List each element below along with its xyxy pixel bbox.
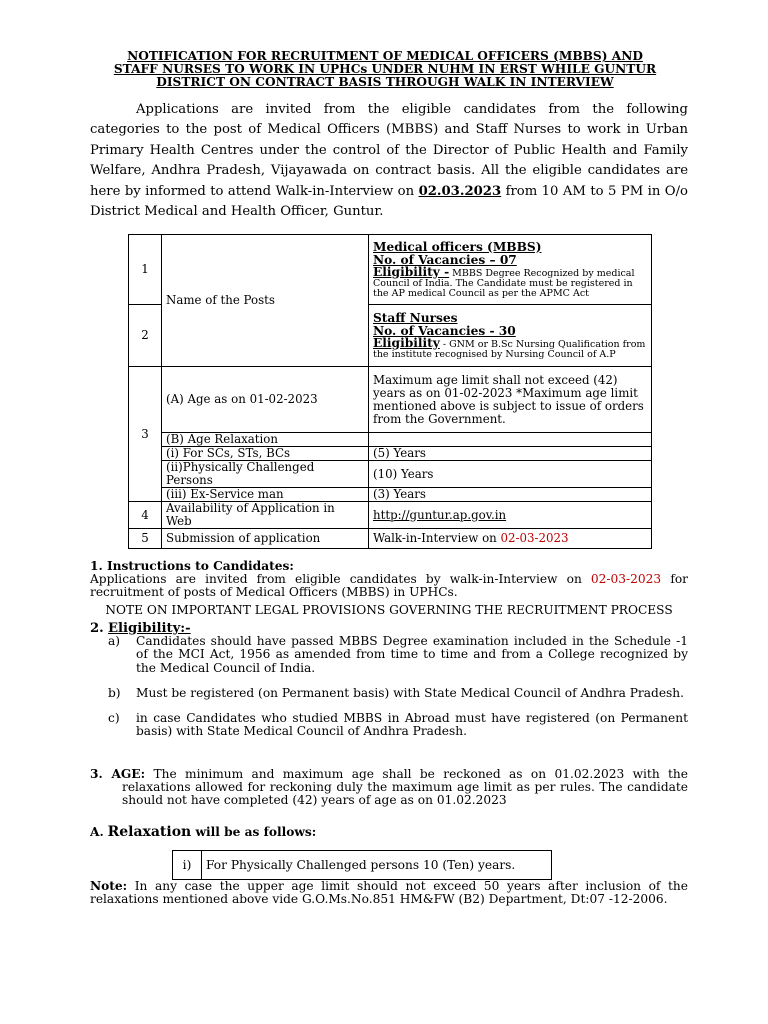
list-item-label: b)	[108, 685, 121, 700]
staff-nurse-heading: Staff Nurses	[373, 310, 458, 325]
relaxation-prefix: A.	[90, 825, 104, 839]
eligibility-label: Eligibility	[373, 335, 440, 350]
instructions-text-after: for recruitment of posts of Medical Officers (MBBS) in UPHCs.	[90, 572, 688, 600]
table-row	[129, 502, 652, 529]
interview-date: 02.03.2023	[418, 183, 502, 199]
age-label: (A) Age as on 01-02-2023	[162, 367, 369, 433]
submission-prefix: Walk-in-Interview on	[373, 531, 501, 545]
row-number: 4	[129, 502, 162, 529]
table-row	[129, 447, 652, 461]
list-item	[90, 635, 688, 675]
staff-nurse-eligibility: - GNM or B.Sc Nursing Qualification from the institute recognised by Nursing Council of A.P	[373, 338, 646, 360]
list-item-label: c)	[108, 711, 120, 726]
posts-label: Name of the Posts	[162, 235, 369, 367]
table-row	[129, 461, 652, 488]
table-row	[129, 529, 652, 549]
intro-text-before: Applications are invited from the eligible candidates from the following categories to the post of Medical Officers (MBBS) and Staff Nurses to work in Urban Primary Health Centres under the control of the Director of Public Health and Family Welfare, Andhra Pradesh, Vijayawada on contract basis. All the eligible candidates are here by informed to attend Walk-in-Interview on	[90, 102, 688, 199]
posts-table	[128, 234, 652, 549]
relaxation-word: Relaxation	[107, 824, 192, 840]
list-item	[90, 687, 688, 700]
medical-officer-heading: Medical officers (MBBS)	[373, 239, 542, 254]
list-item-text: Must be registered (on Permanent basis) with State Medical Council of Andhra Pradesh.	[136, 685, 685, 700]
submission-date: 02-03-2023	[500, 531, 569, 545]
staff-nurse-cell	[369, 305, 652, 367]
relaxation-ex-value: (3) Years	[369, 488, 652, 502]
note-text: In any case the upper age limit should not exceed 50 years after inclusion of the relaxations mentioned above vide G.O.Ms.No.851 HM&FW (B2) Department, Dt:07 -12-2006.	[90, 879, 688, 907]
instructions-text-before: Applications are invited from eligible candidates by walk-in-Interview on	[90, 572, 591, 587]
staff-nurse-vacancies: No. of Vacancies - 30	[373, 323, 516, 338]
relaxation-row-text: For Physically Challenged persons 10 (Ten) years.	[202, 851, 552, 880]
title-line-2: STAFF NURSES TO WORK IN UPHCs UNDER NUHM IN ERST WHILE GUNTUR	[113, 62, 657, 76]
row-number: 1	[129, 235, 162, 305]
eligibility-heading: Eligibility:-	[107, 621, 191, 636]
eligibility-number: 2.	[90, 621, 104, 636]
title-line-3: DISTRICT ON CONTRACT BASIS THROUGH WALK IN INTERVIEW	[156, 75, 614, 89]
row-number: 2	[129, 305, 162, 367]
application-web-link[interactable]: http://guntur.ap.gov.in	[369, 502, 652, 529]
medical-officer-vacancies: No. of Vacancies – 07	[373, 252, 517, 267]
relaxation-ph-label: (ii)Physically Challenged Persons	[162, 461, 369, 488]
submission-value	[369, 529, 652, 549]
note-section	[90, 880, 688, 906]
table-row	[129, 235, 652, 305]
age-relaxation-value	[369, 433, 652, 447]
table-row	[129, 367, 652, 433]
instructions-date: 02-03-2023	[590, 572, 662, 587]
medical-officer-cell	[369, 235, 652, 305]
row-number: 3	[129, 367, 162, 502]
table-row	[129, 488, 652, 502]
legal-note: NOTE ON IMPORTANT LEGAL PROVISIONS GOVERNING THE RECRUITMENT PROCESS	[105, 602, 673, 617]
age-section	[90, 768, 688, 808]
instructions-section	[90, 560, 688, 617]
eligibility-label: Eligibility -	[373, 264, 450, 279]
intro-text-after: from 10 AM to 5 PM in O/o District Medical and Health Officer, Guntur.	[90, 183, 688, 220]
list-item-label: a)	[108, 634, 121, 649]
medical-officer-eligibility: MBBS Degree Recognized by medical Council of India. The Candidate must be registered in the AP medical Council as per the APMC Act	[373, 267, 635, 299]
intro-paragraph	[90, 100, 688, 222]
instructions-heading: 1. Instructions to Candidates:	[90, 559, 294, 573]
list-item-text: in case Candidates who studied MBBS in Abroad must have registered (on Permanent basis) with State Medical Council of Andhra Pradesh.	[136, 711, 688, 739]
table-row	[173, 851, 552, 880]
application-web-label: Availability of Application in Web	[162, 502, 369, 529]
submission-label: Submission of application	[162, 529, 369, 549]
list-item	[90, 712, 688, 738]
relaxation-table	[172, 850, 552, 880]
relaxation-heading	[90, 824, 316, 840]
age-label: 3. AGE:	[90, 767, 146, 781]
notice-title	[90, 50, 680, 89]
relaxation-suffix: will be as follows:	[191, 825, 317, 839]
age-relaxation-label: (B) Age Relaxation	[162, 433, 369, 447]
age-text: The minimum and maximum age shall be reckoned as on 01.02.2023 with the relaxations allowed for reckoning duly the maximum age limit as per rules. The candidate should not have completed (42) years of age as on 01.02.2023	[122, 767, 688, 808]
row-number: 5	[129, 529, 162, 549]
age-value: Maximum age limit shall not exceed (42) years as on 01-02-2023 *Maximum age limit mentioned above is subject to issue of orders from the Government.	[369, 367, 652, 433]
title-line-1: NOTIFICATION FOR RECRUITMENT OF MEDICAL OFFICERS (MBBS) AND	[127, 49, 643, 63]
relaxation-row-label: i)	[173, 851, 202, 880]
relaxation-sc-value: (5) Years	[369, 447, 652, 461]
relaxation-ex-label: (iii) Ex-Service man	[162, 488, 369, 502]
note-label: Note:	[90, 879, 128, 893]
list-item-text: Candidates should have passed MBBS Degree examination included in the Schedule -1 of the MCI Act, 1956 as amended from time to time and from a College recognized by the Medical Council of India.	[136, 634, 688, 675]
relaxation-ph-value: (10) Years	[369, 461, 652, 488]
table-row	[129, 433, 652, 447]
eligibility-section	[90, 622, 688, 738]
relaxation-sc-label: (i) For SCs, STs, BCs	[162, 447, 369, 461]
